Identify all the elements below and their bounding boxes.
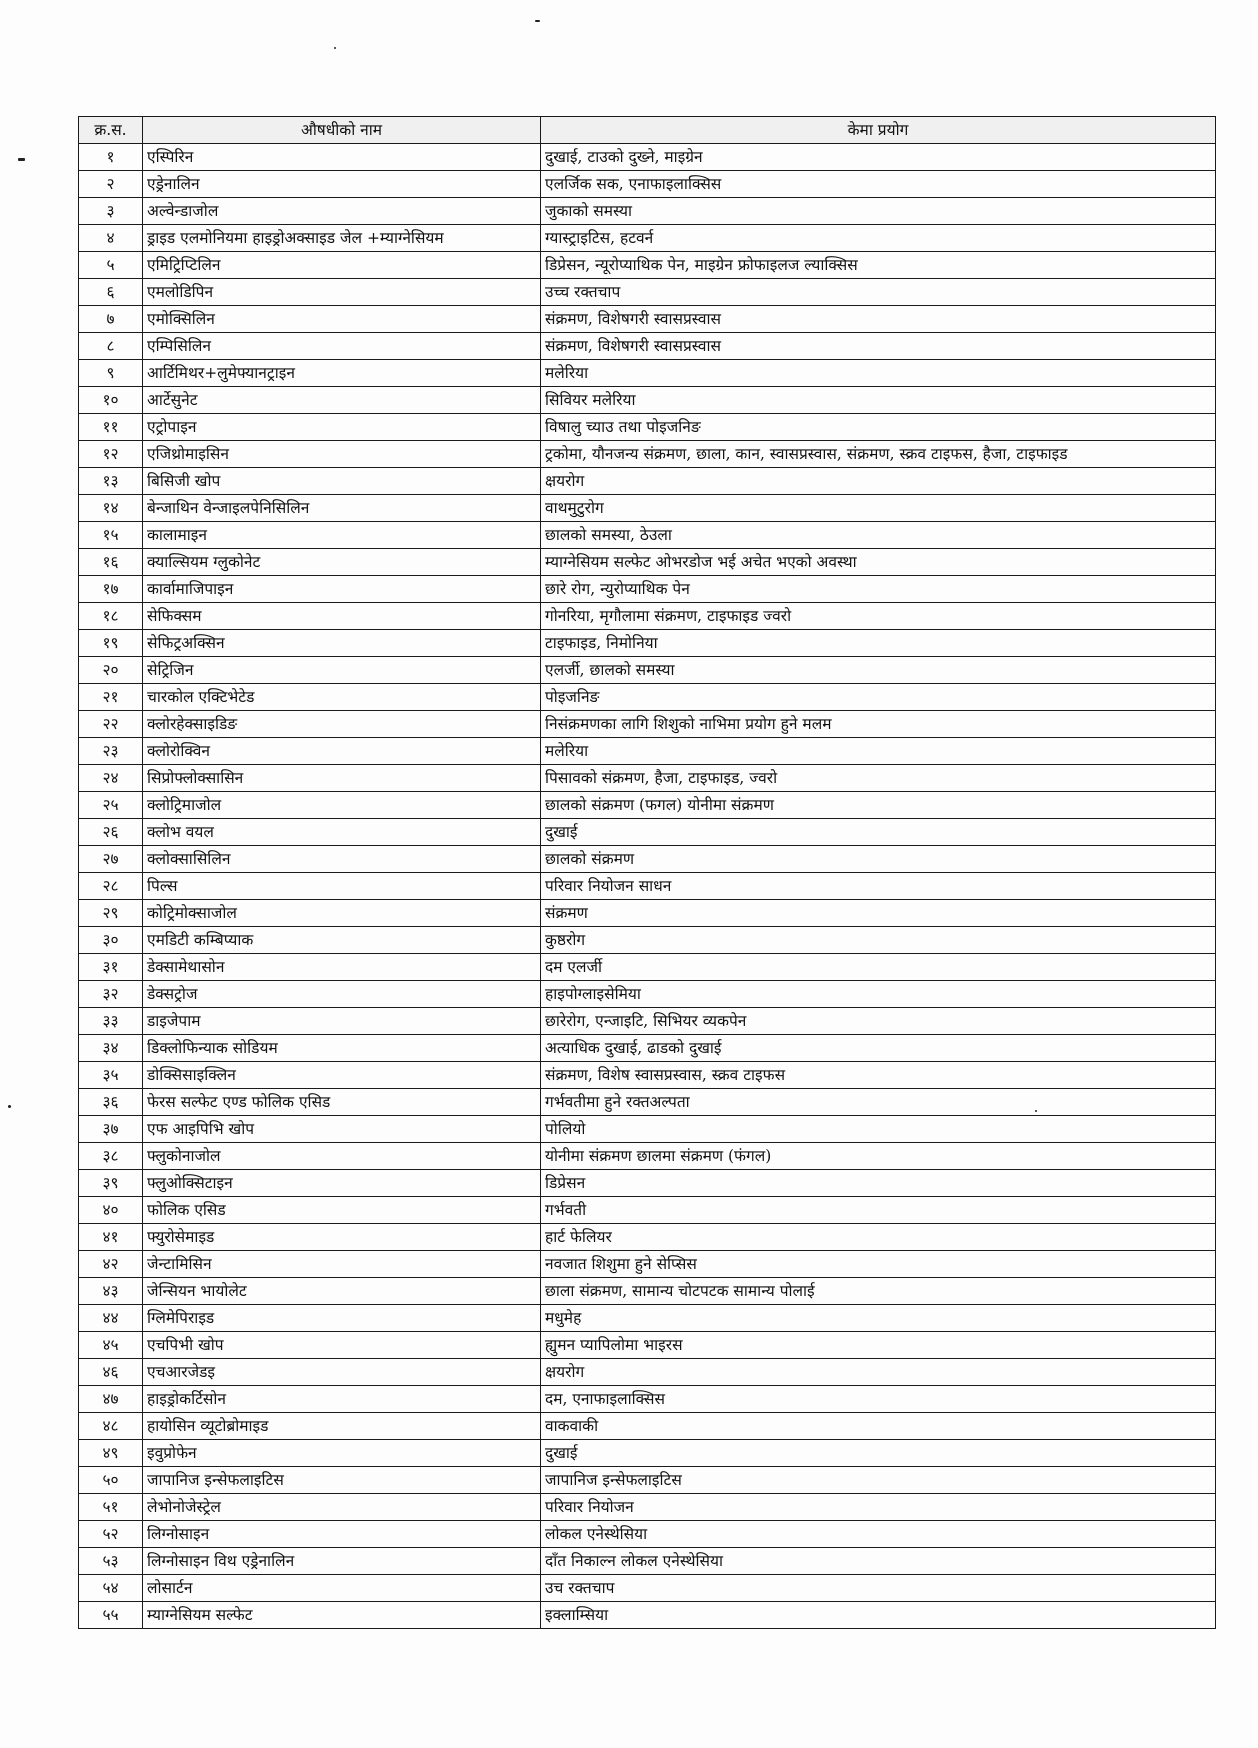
table-header-row	[79, 117, 1216, 144]
table-row	[79, 1035, 1216, 1062]
usage-cell: क्षयरोग	[541, 1359, 1216, 1386]
medicine-name-cell: एमडिटी कम्बिप्याक	[143, 927, 541, 954]
table-row	[79, 1116, 1216, 1143]
medicine-name-cell: क्लोरहेक्साइडिङ	[143, 711, 541, 738]
table-row	[79, 1143, 1216, 1170]
medicine-table	[78, 116, 1216, 1629]
table-row	[79, 900, 1216, 927]
usage-cell: दम, एनाफाइलाक्सिस	[541, 1386, 1216, 1413]
table-row	[79, 333, 1216, 360]
serial-number-cell: ३७	[79, 1116, 143, 1143]
table-row	[79, 603, 1216, 630]
table-row	[79, 1575, 1216, 1602]
serial-number-cell: १८	[79, 603, 143, 630]
serial-number-cell: ५४	[79, 1575, 143, 1602]
serial-number-cell: ७	[79, 306, 143, 333]
medicine-name-cell: क्लोक्सासिलिन	[143, 846, 541, 873]
table-row	[79, 360, 1216, 387]
serial-number-cell: १२	[79, 441, 143, 468]
table-row	[79, 1386, 1216, 1413]
serial-number-cell: १७	[79, 576, 143, 603]
medicine-name-cell: एफ आइपिभि खोप	[143, 1116, 541, 1143]
medicine-name-cell: एजिथ्रोमाइसिन	[143, 441, 541, 468]
medicine-name-cell: क्याल्सियम ग्लुकोनेट	[143, 549, 541, 576]
medicine-name-cell: फ्युरोसेमाइड	[143, 1224, 541, 1251]
medicine-name-cell: लोसार्टन	[143, 1575, 541, 1602]
serial-number-cell: २२	[79, 711, 143, 738]
table-row	[79, 657, 1216, 684]
table-row	[79, 1089, 1216, 1116]
table-row	[79, 738, 1216, 765]
usage-cell: एलर्जी, छालको समस्या	[541, 657, 1216, 684]
serial-number-cell: २४	[79, 765, 143, 792]
medicine-name-cell: क्लोभ वयल	[143, 819, 541, 846]
usage-cell: ग्यास्ट्राइटिस, हटवर्न	[541, 225, 1216, 252]
serial-number-cell: ३६	[79, 1089, 143, 1116]
medicine-name-cell: फोलिक एसिड	[143, 1197, 541, 1224]
serial-number-cell: ४६	[79, 1359, 143, 1386]
medicine-name-cell: फ्लुकोनाजोल	[143, 1143, 541, 1170]
usage-cell: हाइपोग्लाइसेमिया	[541, 981, 1216, 1008]
serial-number-cell: २	[79, 171, 143, 198]
serial-number-cell: ११	[79, 414, 143, 441]
table-row	[79, 1197, 1216, 1224]
usage-cell: सिवियर मलेरिया	[541, 387, 1216, 414]
medicine-name-cell: जापानिज इन्सेफलाइटिस	[143, 1467, 541, 1494]
serial-number-cell: ३	[79, 198, 143, 225]
medicine-name-cell: हाइड्रोकर्टिसोन	[143, 1386, 541, 1413]
table-row	[79, 792, 1216, 819]
usage-cell: दाँत निकाल्न लोकल एनेस्थेसिया	[541, 1548, 1216, 1575]
table-row	[79, 576, 1216, 603]
medicine-name-cell: आर्टिमिथर+लुमेफ्यानट्राइन	[143, 360, 541, 387]
serial-number-cell: ४४	[79, 1305, 143, 1332]
usage-cell: संक्रमण, विशेष स्वासप्रस्वास, स्क्रव टाइफस	[541, 1062, 1216, 1089]
usage-cell: पोलियो	[541, 1116, 1216, 1143]
serial-number-cell: २५	[79, 792, 143, 819]
medicine-name-cell: एचपिभी खोप	[143, 1332, 541, 1359]
header-usage: केमा प्रयोग	[541, 117, 1216, 144]
serial-number-cell: ३३	[79, 1008, 143, 1035]
medicine-name-cell: बेन्जाथिन वेन्जाइलपेनिसिलिन	[143, 495, 541, 522]
usage-cell: कुष्ठरोग	[541, 927, 1216, 954]
medicine-name-cell: कालामाइन	[143, 522, 541, 549]
table-row	[79, 1413, 1216, 1440]
table-row	[79, 765, 1216, 792]
medicine-name-cell: एस्पिरिन	[143, 144, 541, 171]
table-row	[79, 684, 1216, 711]
table-row	[79, 225, 1216, 252]
usage-cell: उच्च रक्तचाप	[541, 279, 1216, 306]
scan-mark	[535, 20, 540, 22]
usage-cell: वाथमुटुरोग	[541, 495, 1216, 522]
serial-number-cell: ५३	[79, 1548, 143, 1575]
usage-cell: परिवार नियोजन	[541, 1494, 1216, 1521]
usage-cell: परिवार नियोजन साधन	[541, 873, 1216, 900]
medicine-name-cell: ड्राइड एलमोनियमा हाइड्रोअक्साइड जेल +म्याग्नेसियम	[143, 225, 541, 252]
medicine-name-cell: एड्रेनालिन	[143, 171, 541, 198]
serial-number-cell: १	[79, 144, 143, 171]
usage-cell: क्षयरोग	[541, 468, 1216, 495]
serial-number-cell: २९	[79, 900, 143, 927]
usage-cell: ह्युमन प्यापिलोमा भाइरस	[541, 1332, 1216, 1359]
usage-cell: मधुमेह	[541, 1305, 1216, 1332]
header-serial-number: क्र.स.	[79, 117, 143, 144]
table-row	[79, 927, 1216, 954]
usage-cell: विषालु च्याउ तथा पोइजनिङ	[541, 414, 1216, 441]
serial-number-cell: २८	[79, 873, 143, 900]
table-row	[79, 711, 1216, 738]
medicine-name-cell: एमिट्रिप्टिलिन	[143, 252, 541, 279]
serial-number-cell: ९	[79, 360, 143, 387]
serial-number-cell: ३८	[79, 1143, 143, 1170]
usage-cell: संक्रमण	[541, 900, 1216, 927]
medicine-name-cell: पिल्स	[143, 873, 541, 900]
table-row	[79, 819, 1216, 846]
medicine-name-cell: लिग्नोसाइन	[143, 1521, 541, 1548]
usage-cell: छालको समस्या, ठेउला	[541, 522, 1216, 549]
table-row	[79, 198, 1216, 225]
usage-cell: छाला संक्रमण, सामान्य चोटपटक सामान्य पोलाई	[541, 1278, 1216, 1305]
usage-cell: दुखाई	[541, 819, 1216, 846]
medicine-name-cell: क्लोरोक्विन	[143, 738, 541, 765]
medicine-name-cell: कार्वामाजिपाइन	[143, 576, 541, 603]
table-row	[79, 1008, 1216, 1035]
serial-number-cell: ५२	[79, 1521, 143, 1548]
medicine-name-cell: क्लोट्रिमाजोल	[143, 792, 541, 819]
medicine-name-cell: डेक्सामेथासोन	[143, 954, 541, 981]
serial-number-cell: १९	[79, 630, 143, 657]
serial-number-cell: ४२	[79, 1251, 143, 1278]
serial-number-cell: ४०	[79, 1197, 143, 1224]
serial-number-cell: ५५	[79, 1602, 143, 1629]
medicine-name-cell: डाइजेपाम	[143, 1008, 541, 1035]
usage-cell: जुकाको समस्या	[541, 198, 1216, 225]
serial-number-cell: २३	[79, 738, 143, 765]
table-row	[79, 1278, 1216, 1305]
table-row	[79, 1224, 1216, 1251]
usage-cell: दुखाई	[541, 1440, 1216, 1467]
table-row	[79, 171, 1216, 198]
serial-number-cell: ३९	[79, 1170, 143, 1197]
usage-cell: मलेरिया	[541, 738, 1216, 765]
table-row	[79, 468, 1216, 495]
medicine-name-cell: एमोक्सिलिन	[143, 306, 541, 333]
serial-number-cell: १६	[79, 549, 143, 576]
medicine-name-cell: लिग्नोसाइन विथ एड्रेनालिन	[143, 1548, 541, 1575]
scan-mark	[8, 1105, 11, 1108]
serial-number-cell: ६	[79, 279, 143, 306]
table-row	[79, 495, 1216, 522]
table-row	[79, 1521, 1216, 1548]
serial-number-cell: २७	[79, 846, 143, 873]
table-row	[79, 414, 1216, 441]
serial-number-cell: ४	[79, 225, 143, 252]
usage-cell: दम एलर्जी	[541, 954, 1216, 981]
serial-number-cell: ३०	[79, 927, 143, 954]
medicine-name-cell: सेफिक्सम	[143, 603, 541, 630]
medicine-name-cell: सेट्रिजिन	[143, 657, 541, 684]
usage-cell: ट्रकोमा, यौनजन्य संक्रमण, छाला, कान, स्वासप्रस्वास, संक्रमण, स्क्रव टाइफस, हैजा, टाइफाइड	[541, 441, 1216, 468]
medicine-name-cell: हायोसिन व्यूटोब्रोमाइड	[143, 1413, 541, 1440]
usage-cell: गोनरिया, मृगौलामा संक्रमण, टाइफाइड ज्वरो	[541, 603, 1216, 630]
table-row	[79, 630, 1216, 657]
usage-cell: संक्रमण, विशेषगरी स्वासप्रस्वास	[541, 306, 1216, 333]
medicine-name-cell: बिसिजी खोप	[143, 468, 541, 495]
usage-cell: वाकवाकी	[541, 1413, 1216, 1440]
usage-cell: गर्भवतीमा हुने रक्तअल्पता	[541, 1089, 1216, 1116]
serial-number-cell: ४७	[79, 1386, 143, 1413]
table-row	[79, 1359, 1216, 1386]
usage-cell: डिप्रेसन, न्यूरोप्याथिक पेन, माइग्रेन फ्रोफाइलज ल्याक्सिस	[541, 252, 1216, 279]
usage-cell: म्याग्नेसियम सल्फेट ओभरडोज भई अचेत भएको अवस्था	[541, 549, 1216, 576]
medicine-name-cell: डोक्सिसाइक्लिन	[143, 1062, 541, 1089]
medicine-name-cell: सेफिट्रअक्सिन	[143, 630, 541, 657]
serial-number-cell: १३	[79, 468, 143, 495]
usage-cell: पिसावको संक्रमण, हैजा, टाइफाइड, ज्वरो	[541, 765, 1216, 792]
usage-cell: गर्भवती	[541, 1197, 1216, 1224]
table-row	[79, 954, 1216, 981]
serial-number-cell: ४५	[79, 1332, 143, 1359]
serial-number-cell: ४९	[79, 1440, 143, 1467]
medicine-name-cell: एम्पिसिलिन	[143, 333, 541, 360]
usage-cell: लोकल एनेस्थेसिया	[541, 1521, 1216, 1548]
table-row	[79, 1170, 1216, 1197]
serial-number-cell: ४१	[79, 1224, 143, 1251]
table-row	[79, 1602, 1216, 1629]
table-row	[79, 1332, 1216, 1359]
table-row	[79, 387, 1216, 414]
serial-number-cell: ४३	[79, 1278, 143, 1305]
usage-cell: हार्ट फेलियर	[541, 1224, 1216, 1251]
table-row	[79, 981, 1216, 1008]
table-row	[79, 1548, 1216, 1575]
serial-number-cell: ५	[79, 252, 143, 279]
table-row	[79, 144, 1216, 171]
serial-number-cell: ३१	[79, 954, 143, 981]
usage-cell: छालको संक्रमण (फगल) योनीमा संक्रमण	[541, 792, 1216, 819]
usage-cell: एलर्जिक सक, एनाफाइलाक्सिस	[541, 171, 1216, 198]
serial-number-cell: १४	[79, 495, 143, 522]
usage-cell: योनीमा संक्रमण छालमा संक्रमण (फंगल)	[541, 1143, 1216, 1170]
serial-number-cell: २०	[79, 657, 143, 684]
serial-number-cell: ५१	[79, 1494, 143, 1521]
table-row	[79, 441, 1216, 468]
serial-number-cell: ३२	[79, 981, 143, 1008]
table-row	[79, 306, 1216, 333]
serial-number-cell: ३४	[79, 1035, 143, 1062]
usage-cell: छालको संक्रमण	[541, 846, 1216, 873]
medicine-name-cell: चारकोल एक्टिभेटेड	[143, 684, 541, 711]
table-row	[79, 1062, 1216, 1089]
serial-number-cell: २१	[79, 684, 143, 711]
usage-cell: डिप्रेसन	[541, 1170, 1216, 1197]
medicine-name-cell: कोट्रिमोक्साजोल	[143, 900, 541, 927]
serial-number-cell: ८	[79, 333, 143, 360]
table-body	[79, 144, 1216, 1629]
usage-cell: दुखाई, टाउको दुख्ने, माइग्रेन	[541, 144, 1216, 171]
table-row	[79, 1305, 1216, 1332]
table-row	[79, 1467, 1216, 1494]
table-row	[79, 279, 1216, 306]
medicine-name-cell: लेभोनोजेस्ट्रेल	[143, 1494, 541, 1521]
medicine-name-cell: फ्लुओक्सिटाइन	[143, 1170, 541, 1197]
table-row	[79, 846, 1216, 873]
usage-cell: जापानिज इन्सेफलाइटिस	[541, 1467, 1216, 1494]
medicine-name-cell: एमलोडिपिन	[143, 279, 541, 306]
medicine-name-cell: फेरस सल्फेट एण्ड फोलिक एसिड	[143, 1089, 541, 1116]
usage-cell: पोइजनिङ	[541, 684, 1216, 711]
usage-cell: अत्याधिक दुखाई, ढाडको दुखाई	[541, 1035, 1216, 1062]
medicine-name-cell: सिप्रोफ्लोक्सासिन	[143, 765, 541, 792]
medicine-name-cell: आर्टेसुनेट	[143, 387, 541, 414]
serial-number-cell: ५०	[79, 1467, 143, 1494]
usage-cell: छारे रोग, न्युरोप्याथिक पेन	[541, 576, 1216, 603]
table-row	[79, 252, 1216, 279]
medicine-name-cell: जेन्सियन भायोलेट	[143, 1278, 541, 1305]
medicine-name-cell: एचआरजेडइ	[143, 1359, 541, 1386]
usage-cell: उच रक्तचाप	[541, 1575, 1216, 1602]
usage-cell: निसंक्रमणका लागि शिशुको नाभिमा प्रयोग हुने मलम	[541, 711, 1216, 738]
serial-number-cell: १०	[79, 387, 143, 414]
medicine-name-cell: म्याग्नेसियम सल्फेट	[143, 1602, 541, 1629]
usage-cell: टाइफाइड, निमोनिया	[541, 630, 1216, 657]
medicine-name-cell: एट्रोपाइन	[143, 414, 541, 441]
usage-cell: संक्रमण, विशेषगरी स्वासप्रस्वास	[541, 333, 1216, 360]
medicine-name-cell: डेक्सट्रोज	[143, 981, 541, 1008]
usage-cell: मलेरिया	[541, 360, 1216, 387]
medicine-name-cell: ग्लिमेपिराइड	[143, 1305, 541, 1332]
table-row	[79, 1494, 1216, 1521]
table-row	[79, 549, 1216, 576]
serial-number-cell: १५	[79, 522, 143, 549]
serial-number-cell: ३५	[79, 1062, 143, 1089]
scan-mark	[334, 47, 336, 49]
table-row	[79, 522, 1216, 549]
medicine-name-cell: डिक्लोफिन्याक सोडियम	[143, 1035, 541, 1062]
usage-cell: इक्लाम्सिया	[541, 1602, 1216, 1629]
usage-cell: नवजात शिशुमा हुने सेप्सिस	[541, 1251, 1216, 1278]
medicine-name-cell: अल्वेन्डाजोल	[143, 198, 541, 225]
table-row	[79, 873, 1216, 900]
serial-number-cell: ४८	[79, 1413, 143, 1440]
table-row	[79, 1251, 1216, 1278]
table-row	[79, 1440, 1216, 1467]
usage-cell: छारेरोग, एन्जाइटि, सिभियर व्यकपेन	[541, 1008, 1216, 1035]
serial-number-cell: २६	[79, 819, 143, 846]
medicine-name-cell: इवुप्रोफेन	[143, 1440, 541, 1467]
header-medicine-name: औषधीको नाम	[143, 117, 541, 144]
scan-mark	[18, 158, 25, 161]
medicine-name-cell: जेन्टामिसिन	[143, 1251, 541, 1278]
